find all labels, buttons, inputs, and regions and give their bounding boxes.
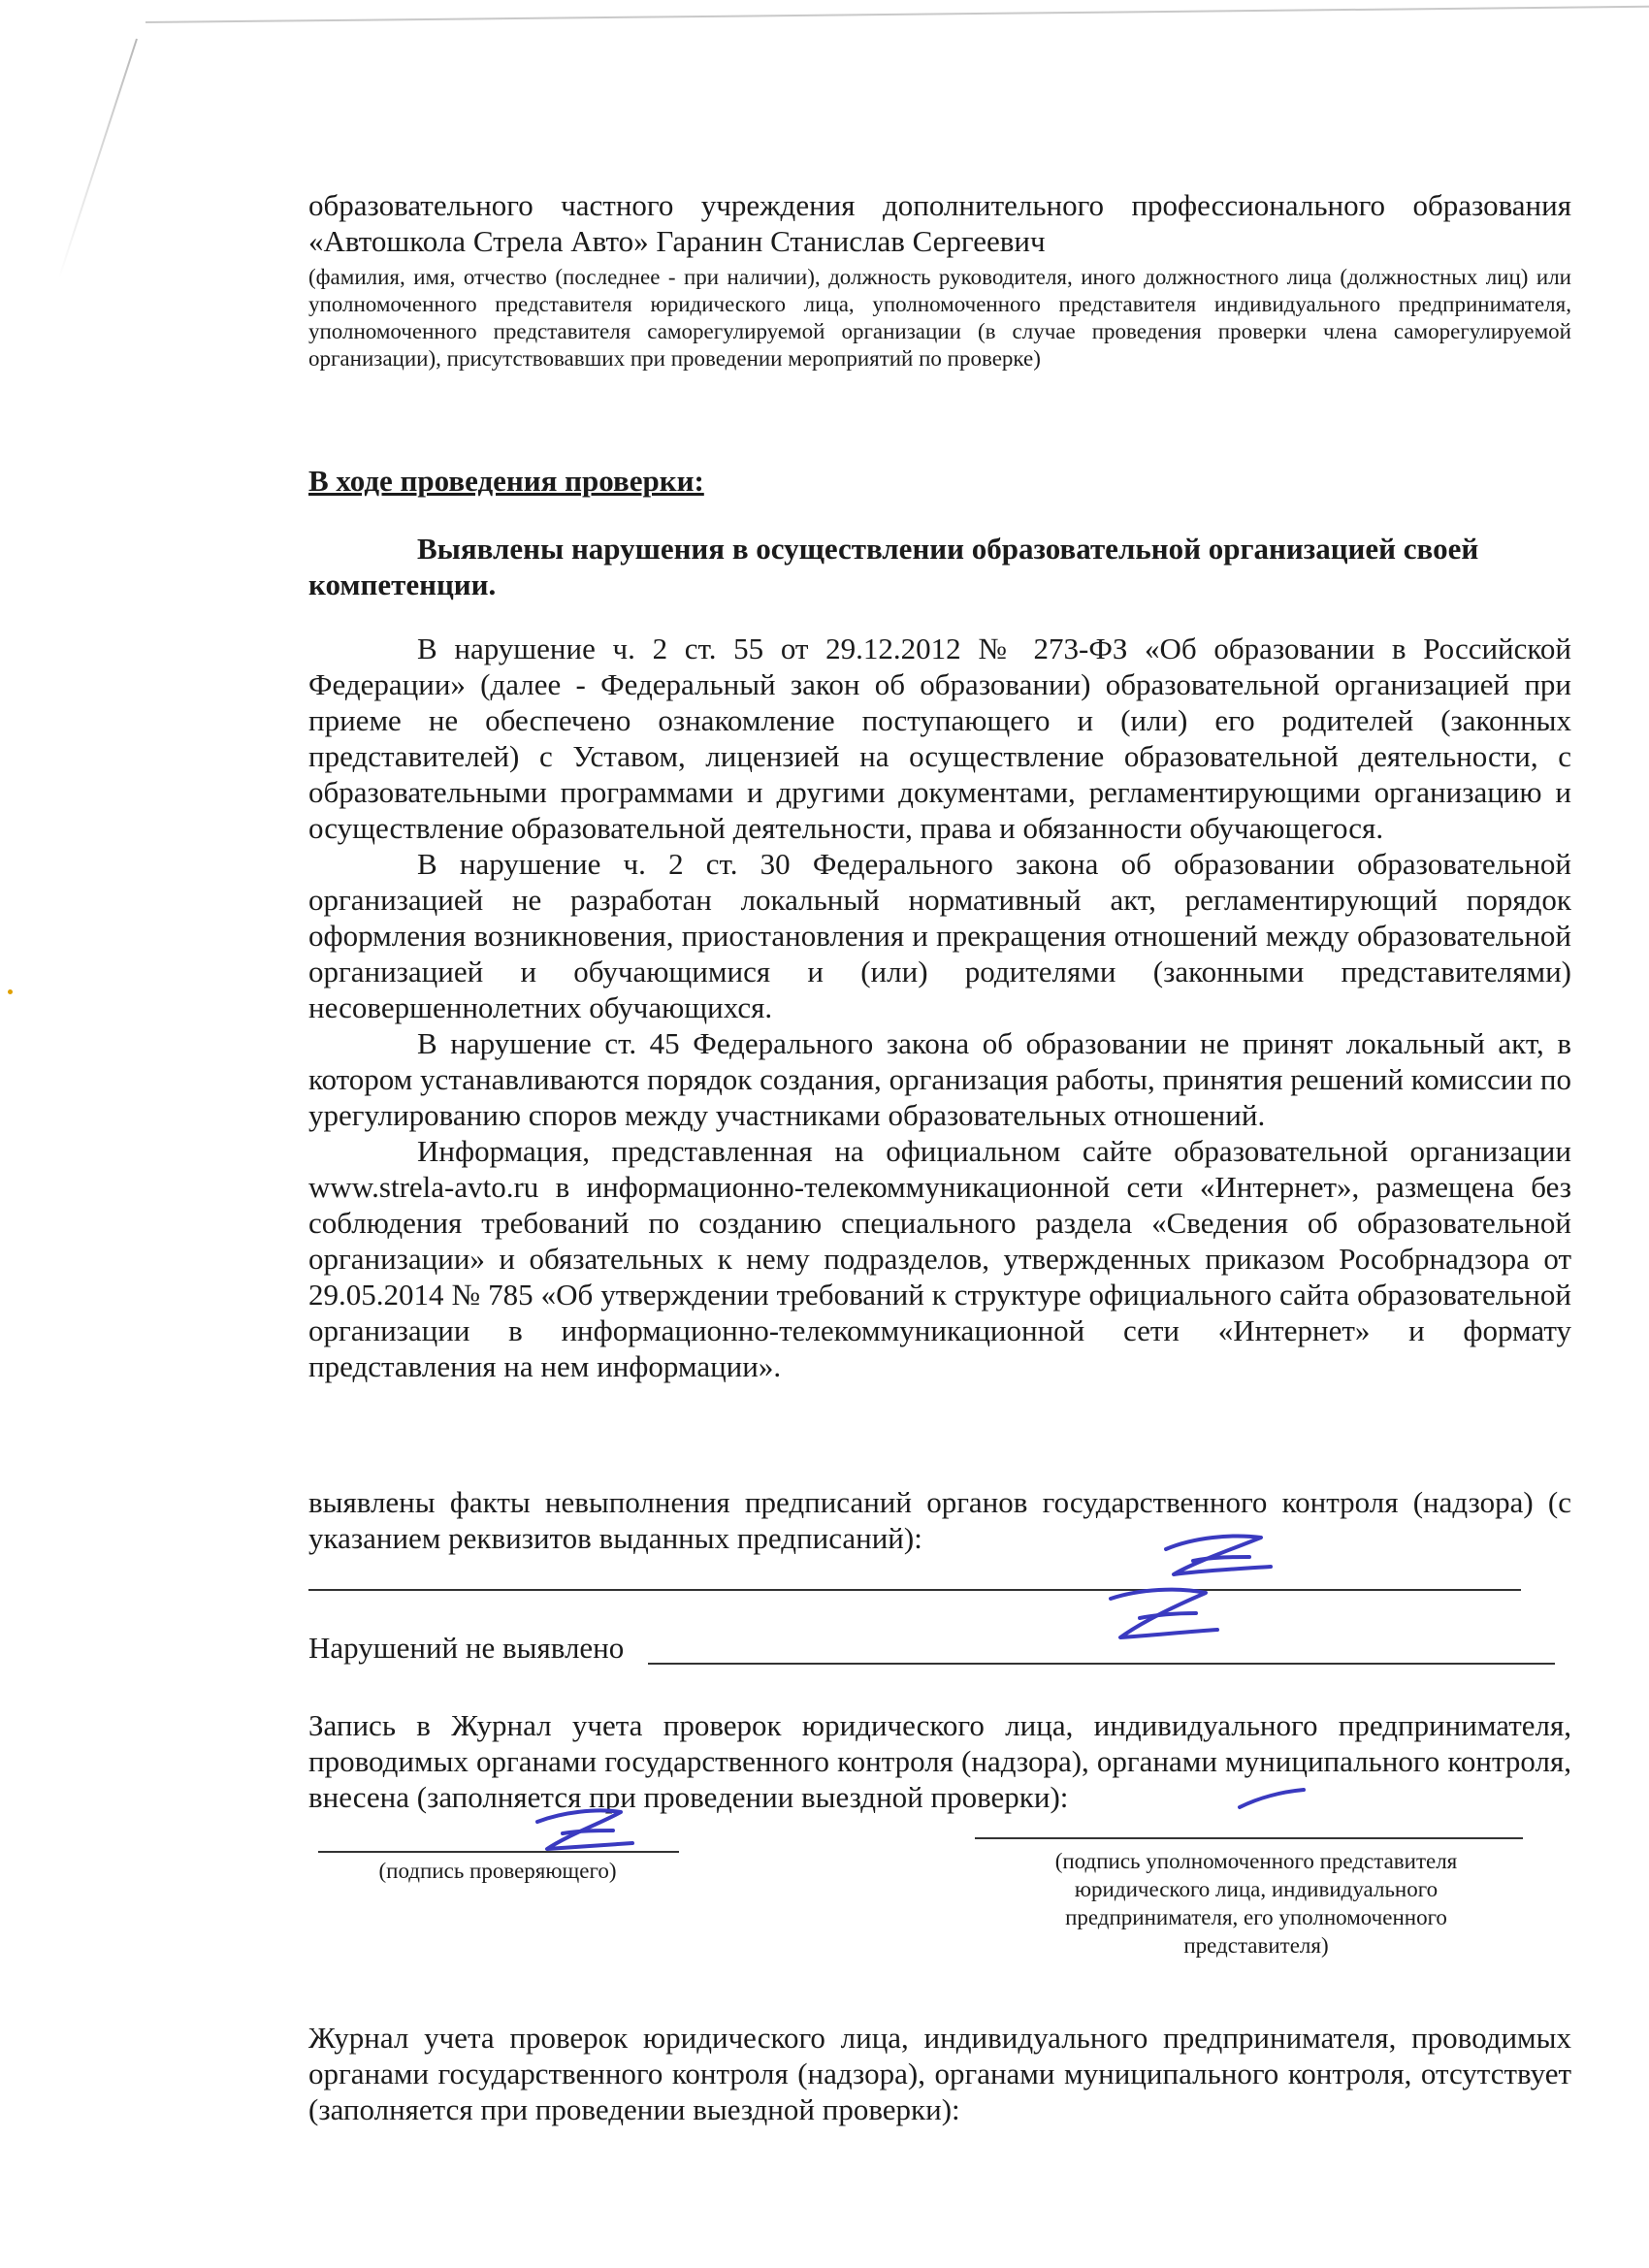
violations-list — [308, 631, 1571, 1384]
handwritten-dash-mark — [524, 1802, 640, 1864]
prescriptions-text: выявлены факты невыполнения предписаний органов государственного контроля (надзора) (с указанием реквизитов выданных предписаний): — [308, 1485, 1571, 1555]
representative-signature-line — [975, 1837, 1523, 1839]
journal-entry-text: Запись в Журнал учета проверок юридического лица, индивидуального предпринимателя, проводимых органами государственного контроля (надзора), органами муниципального контроля, внесена (заполняется при проведении выездной проверки): — [308, 1708, 1571, 1814]
signature-inspector-caption: (подпись проверяющего) — [378, 1859, 617, 1883]
scan-left-edge — [58, 39, 138, 279]
no-violations-row — [308, 1630, 1571, 1666]
violation-paragraph: Информация, представленная на официальном сайте образовательной организации www.strela-avto.ru в информационно-телекоммуникационной сети «Интернет», размещена без соблюдения требований по созданию специального раздела «Сведения об образовательной организации» и обязательных к нему подразделов, утвержденных приказом Рособрнадзора от 29.05.2014 № 785 «Об утверждении требований к структуре официального сайта образовательной организации в информационно-телекоммуникационной сети «Интернет» и формату представления на нем информации». — [308, 1134, 1571, 1383]
handwritten-dash-mark — [1232, 1780, 1310, 1819]
prescriptions-line — [308, 1589, 1521, 1591]
header-text: образовательного частного учреждения дополнительного профессионального образования «Автошкола Стрела Авто» Гаранин Станислав Сергеевич — [308, 188, 1571, 258]
no-violations-label: Нарушений не выявлено — [308, 1631, 625, 1665]
violations-heading: Выявлены нарушения в осуществлении образовательной организацией своей компетенции. — [308, 532, 1479, 601]
violation-paragraph: В нарушение ст. 45 Федерального закона об образовании не принят локальный акт, в котором устанавливаются порядок создания, организация работы, принятия решений комиссии по урегулированию споров между участниками образовательных отношений. — [308, 1026, 1571, 1132]
handwritten-dash-mark — [1091, 1581, 1227, 1659]
no-violations-line — [648, 1663, 1555, 1665]
header-note: (фамилия, имя, отчество (последнее - при наличии), должность руководителя, иного должностного лица (должностных лиц) или уполномоченного представителя юридического лица, уполномоченного представителя индивидуального предпринимателя, уполномоченного представителя саморегулируемой организации (в случае проведения проверки члена саморегулируемой организации), присутствовавших при проведении мероприятий по проверке) — [308, 265, 1571, 371]
section-title: В ходе проведения проверки: — [308, 464, 704, 498]
scan-top-edge — [146, 6, 1649, 33]
violation-paragraph: В нарушение ч. 2 ст. 55 от 29.12.2012 № 273-ФЗ «Об образовании в Российской Федерации» (далее - Федеральный закон об образовании) образовательной организацией при приеме не обеспечено ознакомление поступающего и (или) его родителей (законных представителей) с Уставом, лицензией на осуществление образовательной деятельности, с образовательными программами и другими документами, регламентирующими организацию и осуществление образовательной деятельности, права и обязанности обучающегося. — [308, 632, 1571, 845]
violation-paragraph: В нарушение ч. 2 ст. 30 Федерального закона об образовании образовательной организацией не разработан локальный нормативный акт, регламентирующий порядок оформления возникновения, приостановления и прекращения отношений между образовательной организацией и обучающимися и (или) родителями (законными представителями) несовершеннолетних обучающихся. — [308, 847, 1571, 1024]
journal-absent-text: Журнал учета проверок юридического лица, индивидуального предпринимателя, проводимых органами государственного контроля (надзора), органами муниципального контроля, отсутствует (заполняется при проведении выездной проверки): — [308, 2021, 1571, 2126]
scan-speck — [8, 989, 13, 994]
signature-representative-caption: (подпись уполномоченного представителя юридического лица, индивидуального предпринимателя, его уполномоченного представителя) — [1054, 1849, 1458, 1958]
